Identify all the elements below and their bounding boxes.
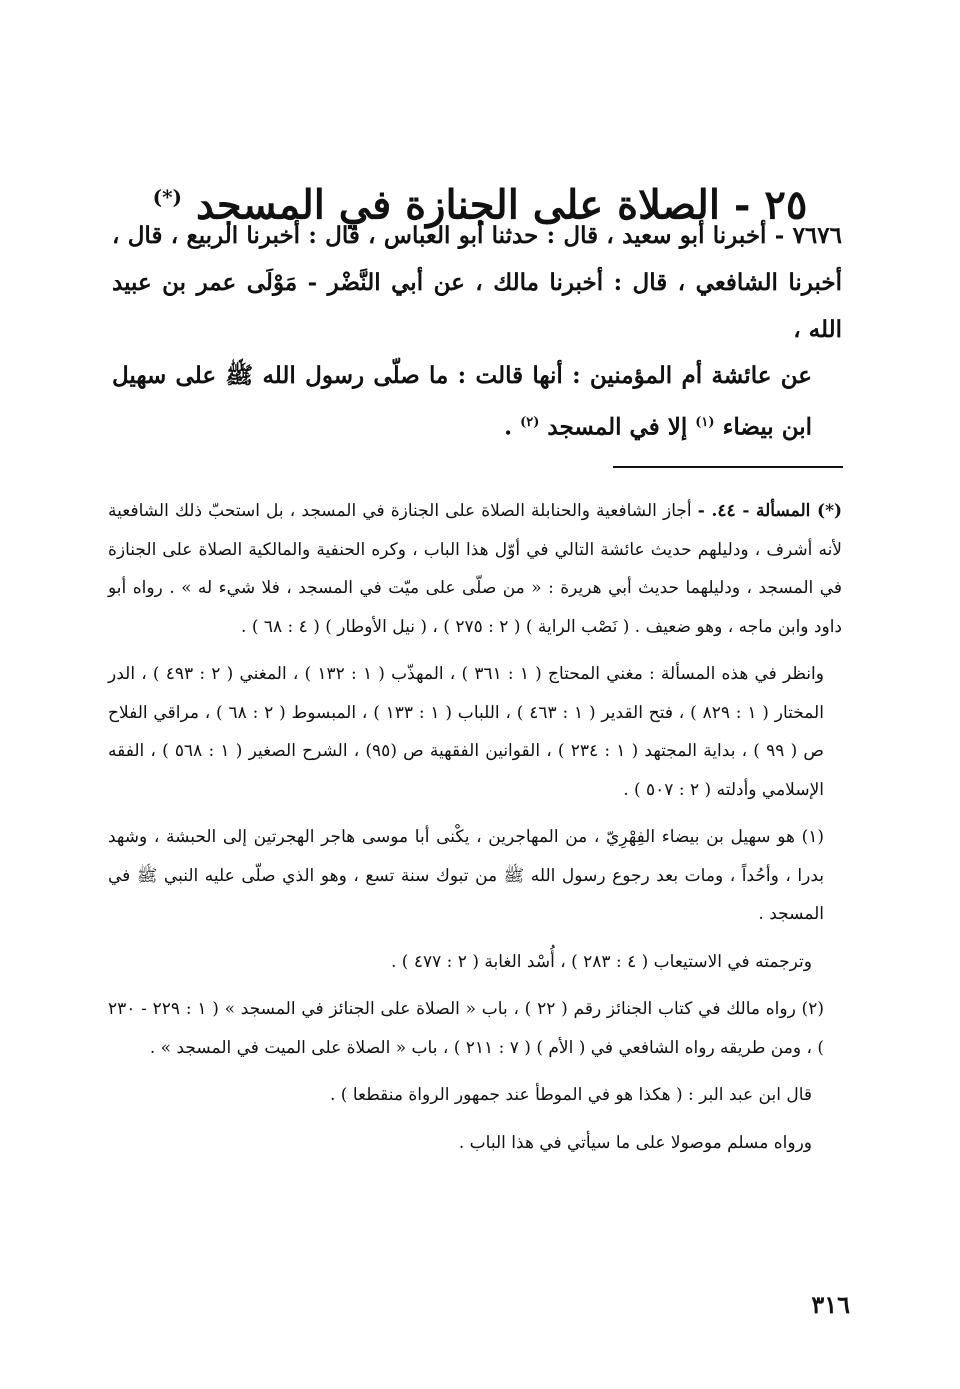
footnote-2: (٢) رواه مالك في كتاب الجنائز رقم ( ٢٢ ) ، باب « الصلاة على الجنائز في المسجد » ( ١ : ٢٢٩ - ٢٣٠ ) ، ومن طريقه رواه الشافعي في ( الأم ) ( ٧ : ٢١١ ) ، باب « الصلاة على الميت في المسجد » . [108, 999, 824, 1058]
chapter-footnote-marker: (*) [152, 184, 182, 209]
see-also-note: وانظر في هذه المسألة : مغني المحتاج ( ١ : ٣٦١ ) ، المهذّب ( ١ : ١٣٢ ) ، المغني ( ٢ : ٤٩٣ ) ، الدر المختار ( ١ : ٨٢٩ ) ، فتح القدير ( ١ : ٤٦٣ ) ، اللباب ( ١ : ١٣٣ ) ، المبسوط ( ٢ : ٦٨ ) ، مراقي الفلاح ص ( ٩٩ ) ، بداية المجتهد ( ١ : ٢٣٤ ) ، القوانين الفقهية ص (٩٥) ، الشرح الصغير ( ١ : ٥٦٨ ) ، الفقه الإسلامي وأدلته ( ٢ : ٥٠٧ ) . [108, 664, 824, 800]
footnote-ref-2: (٢) [520, 415, 540, 430]
page-number: ٣١٦ [811, 1290, 850, 1319]
matn-end: . [504, 413, 513, 441]
matn-part2: إلا في المسجد [547, 413, 688, 441]
footnote-1: (١) هو سهيل بن بيضاء الفِهْرِيّ ، من المهاجرين ، يكْنى أبا موسى هاجر الهجرتين إلى الحبشة ، وشهد بدرا ، وأحُداً ، ومات بعد رجوع رسول الله ﷺ من تبوك سنة تسع ، وهو الذي صلّى عليه النبي ﷺ في المسجد . [108, 827, 825, 924]
matn-part1: عن عائشة أم المؤمنين : أنها قالت : ما صلّى رسول الله ﷺ على سهيل ابن بيضاء [112, 362, 812, 441]
footnote-ref-1: (١) [695, 415, 715, 430]
hadith-matn [112, 352, 842, 451]
footnotes [108, 492, 842, 1171]
footnote-separator [613, 466, 843, 468]
footnote-1-biography: وترجمته في الاستيعاب ( ٤ : ٢٨٣ ) ، أُسْد الغابة ( ٢ : ٤٧٧ ) . [391, 951, 812, 972]
issue-note-lead: (*) المسألة - ٤٤. - [697, 501, 843, 521]
footnote-2-muslim: ورواه مسلم موصولا على ما سيأتي في هذا الباب . [458, 1132, 812, 1153]
issue-note-text: أجاز الشافعية والحنابلة الصلاة على الجنازة في المسجد ، بل استحبّ ذلك الشافعية لأنه أشرف ، ودليلهم حديث عائشة التالي في أوّل هذا الباب ، وكره الحنفية والمالكية الصلاة على الجنازة في المسجد ، ودليلهما حديث أبي هريرة : « من صلّى على ميّت في المسجد ، فلا شيء له » . رواه أبو داود وابن ماجه ، وهو ضعيف . ( نَصْب الراية ) ( ٢ : ٢٧٥ ) ، ( نيل الأوطار ) ( ٤ : ٦٨ ) . [108, 501, 842, 637]
hadith-isnad: ٧٦٧٦ - أخبرنا أبو سعيد ، قال : حدثنا أبو العباس ، قال : أخبرنا الربيع ، قال ، أخبرنا الشافعي ، قال : أخبرنا مالك ، عن أبي النَّضْر - مَوْلَى عمر بن عبيد الله ، [112, 222, 842, 343]
chapter-title-text: ٢٥ - الصلاة على الجنازة في المسجد [195, 181, 808, 229]
footnote-2-ibn-abd-albarr: قال ابن عبد البر : ( هكذا هو في الموطأ عند جمهور الرواة منقطعا ) . [329, 1085, 812, 1105]
issue-note [108, 492, 842, 646]
